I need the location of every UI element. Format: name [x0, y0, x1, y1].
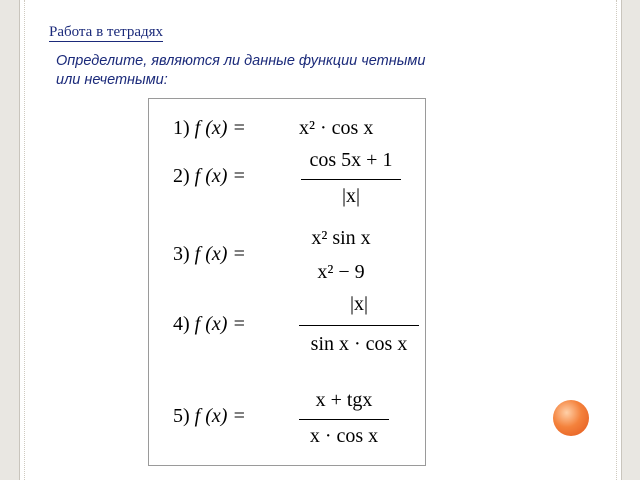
functions-box	[148, 98, 426, 466]
task-1-label: 1) f (x) =	[173, 117, 246, 139]
task-4-label: 4) f (x) =	[173, 313, 246, 335]
task-5-label: 5) f (x) =	[173, 405, 246, 427]
task-4-numerator: |x|	[349, 293, 368, 315]
task-3-numerator: x² sin x	[311, 227, 371, 249]
slide	[19, 0, 622, 480]
task-2-denominator: |x|	[341, 185, 360, 207]
orange-circle-decoration	[553, 400, 589, 436]
task-3-label: 3) f (x) =	[173, 243, 246, 265]
task-2-numerator: cos 5x + 1	[309, 149, 393, 171]
task-5-fraction-bar	[299, 419, 389, 420]
slide-title: Работа в тетрадях	[49, 24, 164, 40]
task-5-numerator: x + tgx	[315, 389, 373, 411]
task-4-fraction-bar	[299, 325, 419, 326]
instruction-text: Определите, являются ли данные функции четными или нечетными:	[56, 53, 426, 88]
task-2-fraction-bar	[301, 179, 401, 180]
task-1-expression: x² · cos x	[299, 117, 374, 139]
task-4-denominator: sin x · cos x	[310, 333, 408, 355]
task-2-label: 2) f (x) =	[173, 165, 246, 187]
task-3-denominator: x² − 9	[317, 261, 365, 283]
task-5-denominator: x · cos x	[309, 425, 379, 447]
